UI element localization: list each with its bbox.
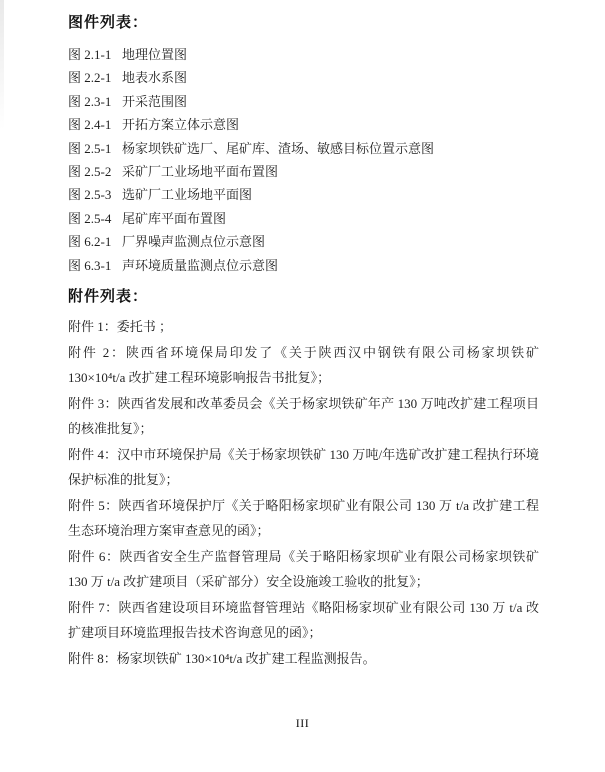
attachment-text: 委托书 ；	[116, 319, 173, 335]
figure-title: 尾矿库平面布置图	[122, 210, 227, 226]
attachment-item	[68, 646, 539, 672]
figure-list-item	[68, 254, 539, 277]
attachment-item	[68, 544, 539, 595]
figure-number: 图 2.5-4	[68, 210, 112, 226]
attachment-label: 附件 3：	[68, 395, 118, 411]
attachment-text: 陕西省发展和改革委员会《关于杨家坝铁矿年产 130 万吨改扩建工程项目的核准批复》；	[68, 395, 539, 437]
attachment-label: 附件 4：	[68, 446, 118, 462]
page-number: III	[295, 716, 310, 730]
figure-number: 图 6.3-1	[68, 257, 112, 273]
attachment-label: 附件 2：	[68, 344, 126, 360]
attachment-text: 陕西省环境保局印发了《关于陕西汉中钢铁有限公司杨家坝铁矿 130×10⁴t/a 改扩建工程环境影响报告书批复》；	[68, 344, 539, 386]
attachment-item	[68, 493, 539, 544]
figure-title: 地表水系图	[122, 70, 188, 86]
figure-list-item	[68, 43, 539, 66]
figure-number: 图 2.1-1	[68, 47, 112, 62]
figure-list-item	[68, 137, 539, 160]
figure-number: 图 2.5-1	[68, 140, 112, 156]
figure-title: 采矿厂工业场地平面布置图	[122, 164, 279, 180]
figure-list-item	[68, 113, 539, 136]
attachment-text: 陕西省环境保护厅《关于略阳杨家坝矿业有限公司 130 万 t/a 改扩建工程生态环境治理方案审查意见的函》；	[68, 497, 539, 539]
attachment-label: 附件 8：	[68, 650, 117, 666]
figure-list-item	[68, 183, 539, 206]
figure-list-item	[68, 230, 539, 253]
figure-list-item	[68, 66, 539, 89]
attachments-list-heading: 附件列表：	[68, 289, 149, 306]
attachment-label: 附件 6：	[68, 548, 120, 564]
figure-title: 杨家坝铁矿选厂、尾矿库、渣场、敏感目标位置示意图	[122, 140, 435, 156]
attachment-list	[68, 314, 539, 671]
figure-title: 开采范围图	[122, 93, 188, 109]
figure-title: 选矿厂工业场地平面图	[122, 187, 253, 203]
figure-list-item	[68, 160, 539, 183]
figure-number: 图 6.2-1	[68, 234, 112, 250]
figure-number: 图 2.5-3	[68, 187, 112, 203]
attachment-text: 杨家坝铁矿 130×10⁴t/a 改扩建工程监测报告。	[116, 650, 376, 666]
figure-title: 地理位置图	[122, 47, 188, 62]
attachment-text: 陕西省安全生产监督管理局《关于略阳杨家坝矿业有限公司杨家坝铁矿 130 万 t/a 改扩建项目（采矿部分）安全设施竣工验收的批复》；	[68, 548, 539, 590]
attachment-label: 附件 7：	[68, 599, 119, 615]
figure-number: 图 2.5-2	[68, 164, 112, 180]
figure-title: 声环境质量监测点位示意图	[122, 257, 279, 273]
figure-number: 图 2.3-1	[68, 93, 112, 109]
attachment-label: 附件 5：	[68, 497, 119, 513]
figure-list-item	[68, 90, 539, 113]
figure-title: 开拓方案立体示意图	[122, 117, 240, 133]
attachment-text: 汉中市环境保护局《关于杨家坝铁矿 130 万吨/年选矿改扩建工程执行环境保护标准的批复》；	[68, 446, 539, 488]
figure-list	[68, 43, 539, 277]
figures-list-heading: 图件列表：	[68, 15, 149, 31]
figure-title: 厂界噪声监测点位示意图	[122, 234, 266, 250]
attachment-item	[68, 340, 539, 391]
attachment-item	[68, 314, 539, 340]
scan-edge-artifact	[0, 0, 4, 130]
attachment-text: 陕西省建设项目环境监督管理站《略阳杨家坝矿业有限公司 130 万 t/a 改扩建项目环境监理报告技术咨询意见的函》；	[68, 599, 539, 641]
attachment-item	[68, 442, 539, 493]
figure-number: 图 2.2-1	[68, 70, 112, 86]
attachment-item	[68, 391, 539, 442]
attachment-item	[68, 595, 539, 646]
figure-number: 图 2.4-1	[68, 117, 112, 133]
attachment-label: 附件 1：	[68, 319, 117, 335]
figure-list-item	[68, 207, 539, 230]
